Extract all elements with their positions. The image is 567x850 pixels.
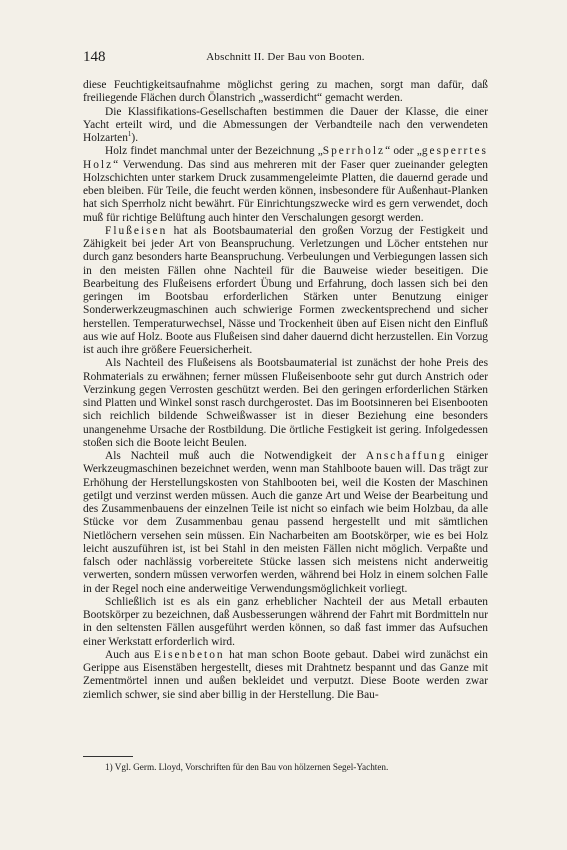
term-eisenbeton: Eisenbeton xyxy=(153,648,225,661)
paragraph-3: Holz findet manchmal unter der Bezeichnung „Sperrholz“ oder „gesperrtes Holz“ Verwendung. Das sind aus mehreren mit der Faser quer zueinander gelegten Holzschichten unter starkem Druck zusammengeleimte Platten, die dauernd gerade und eben bleiben. Für Teile, die feucht werden können, insbesondere für Außenhaut-Planken hat sich Sperrholz nicht bewährt. Für Einrichtungszwecke wird es gern verwendet, doch muß für richtige Belüftung auch hinter den Verschalungen gesorgt werden. xyxy=(83,145,488,224)
paragraph-1: diese Feuchtigkeitsaufnahme möglichst gering zu machen, sorgt man dafür, daß freiliegende Flächen durch Ölanstrich „wasserdicht“ gemacht werden. xyxy=(83,79,488,105)
term-gesperrtes-holz: gesperrtes Holz xyxy=(83,145,488,171)
paragraph-2: Die Klassifikations-Gesellschaften bestimmen die Dauer der Klasse, die einer Yacht erteilt wird, und die Abmessungen der Verbandteile nach den verwendeten Holzarten$^1$). xyxy=(83,105,488,144)
running-title: Abschnitt II. Der Bau von Booten. xyxy=(206,51,365,63)
paragraph-5: Als Nachteil des Flußeisens als Bootsbaumaterial ist zunächst der hohe Preis des Rohmaterials zu erwähnen; ferner müssen Flußeisenboote sehr gut durch Anstrich oder Verzinkung gegen Verrosten geschützt werden. Bei den geringen erforderlichen Stärken sind Platten und Winkel sonst rasch durchgerostet. Das im Bootsinneren bei Eisenbooten sich reichlich bildende Schweißwasser ist in dieser Beziehung eine besonders unangenehme Ursache der Rostbildung. Die örtliche Festigkeit ist gering. Infolgedessen stoßen sich die Boote leicht Beulen. xyxy=(83,357,488,449)
term-sperrholz: Sperrholz xyxy=(322,145,386,158)
footnote-divider xyxy=(83,756,133,757)
term-flusseisen: Flußeisen xyxy=(105,224,168,237)
body-text xyxy=(83,79,488,702)
paragraph-8: Auch aus Eisenbeton hat man schon Boote gebaut. Dabei wird zunächst ein Gerippe aus Eisenstäben hergestellt, dieses mit Drahtnetz bespannt und das Ganze mit Zementmörtel innen und außen bekleidet und verputzt. Diese Boote werden zwar ziemlich schwer, sie sind aber billig in der Herstellung. Die Bau- xyxy=(83,648,488,701)
footnote-text: Vgl. Germ. Lloyd, Vorschriften für den Bau von hölzernen Segel-Yachten. xyxy=(114,762,389,772)
paragraph-7: Schließlich ist es als ein ganz erheblicher Nachteil der aus Metall erbauten Bootskörper zu bezeichnen, daß Ausbesserungen während der Fahrt mit Bordmitteln nur in den seltensten Fällen ausgeführt werden können, so daß fast immer das Aufsuchen einer Werkstatt erforderlich wird. xyxy=(83,595,488,648)
term-anschaffung: Anschaffung xyxy=(365,450,447,462)
paragraph-6: Als Nachteil muß auch die Notwendigkeit der Anschaffung einiger Werkzeugmaschinen bezeichnet werden, wenn man Stahlboote bauen will. Das trägt zur Erhöhung der Herstellungskosten von Stahlbooten bei, weil die Kosten der Maschinen getilgt und verzinst werden müssen. Auch die ganze Art und Weise der Bearbeitung und des Zusammenbauens der einzelnen Teile ist nicht so einfach wie beim Holzbau, da alle Stücke vor dem Zusammenbau genau passend hergestellt und mit sämtlichen Nietlöchern versehen sein müssen. Ein Nacharbeiten am Bootskörper, wie es bei Holz leicht auszuführen ist, ist bei Stahl in den meisten Fällen nicht möglich. Verpaßte und falsch oder nachlässig vorbereitete Stücke lassen sich meistens nicht anderweitig verwerten, sondern müssen verworfen werden, während bei Holz in einem solchen Falle in der Regel noch eine anderweitige Verwendungsmöglichkeit vorliegt. xyxy=(83,450,488,595)
page-header xyxy=(83,49,488,67)
paragraph-4: Flußeisen hat als Bootsbaumaterial den großen Vorzug der Festigkeit und Zähigkeit bei jeder Art von Beanspruchung. Verletzungen und Löcher entstehen nur durch ganz besonders harte Beanspruchung. Verbeulungen und Verbiegungen lassen sich in den meisten Fällen ohne Nachteil für die Bauweise wieder beseitigen. Die Bearbeitung des Flußeisens erfordert Übung und Erfahrung, doch lassen sich bei den geringen im Bootsbau erforderlichen Stärken unter Benutzung einiger Sonderwerkzeugmaschinen auch schwierige Formen zweckentsprechend und sicher herstellen. Temperaturwechsel, Nässe und Trockenheit üben auf Eisen nicht den Einfluß aus wie auf Holz. Boote aus Flußeisen sind daher dauernd dicht herzustellen. Ein Vorzug ist auch ihre größere Feuersicherheit. xyxy=(83,224,488,356)
footnote-marker: 1) xyxy=(105,762,113,772)
footnote xyxy=(105,762,488,773)
footnote-reference[interactable]: 1 xyxy=(127,130,132,139)
page-number: 148 xyxy=(83,49,106,65)
